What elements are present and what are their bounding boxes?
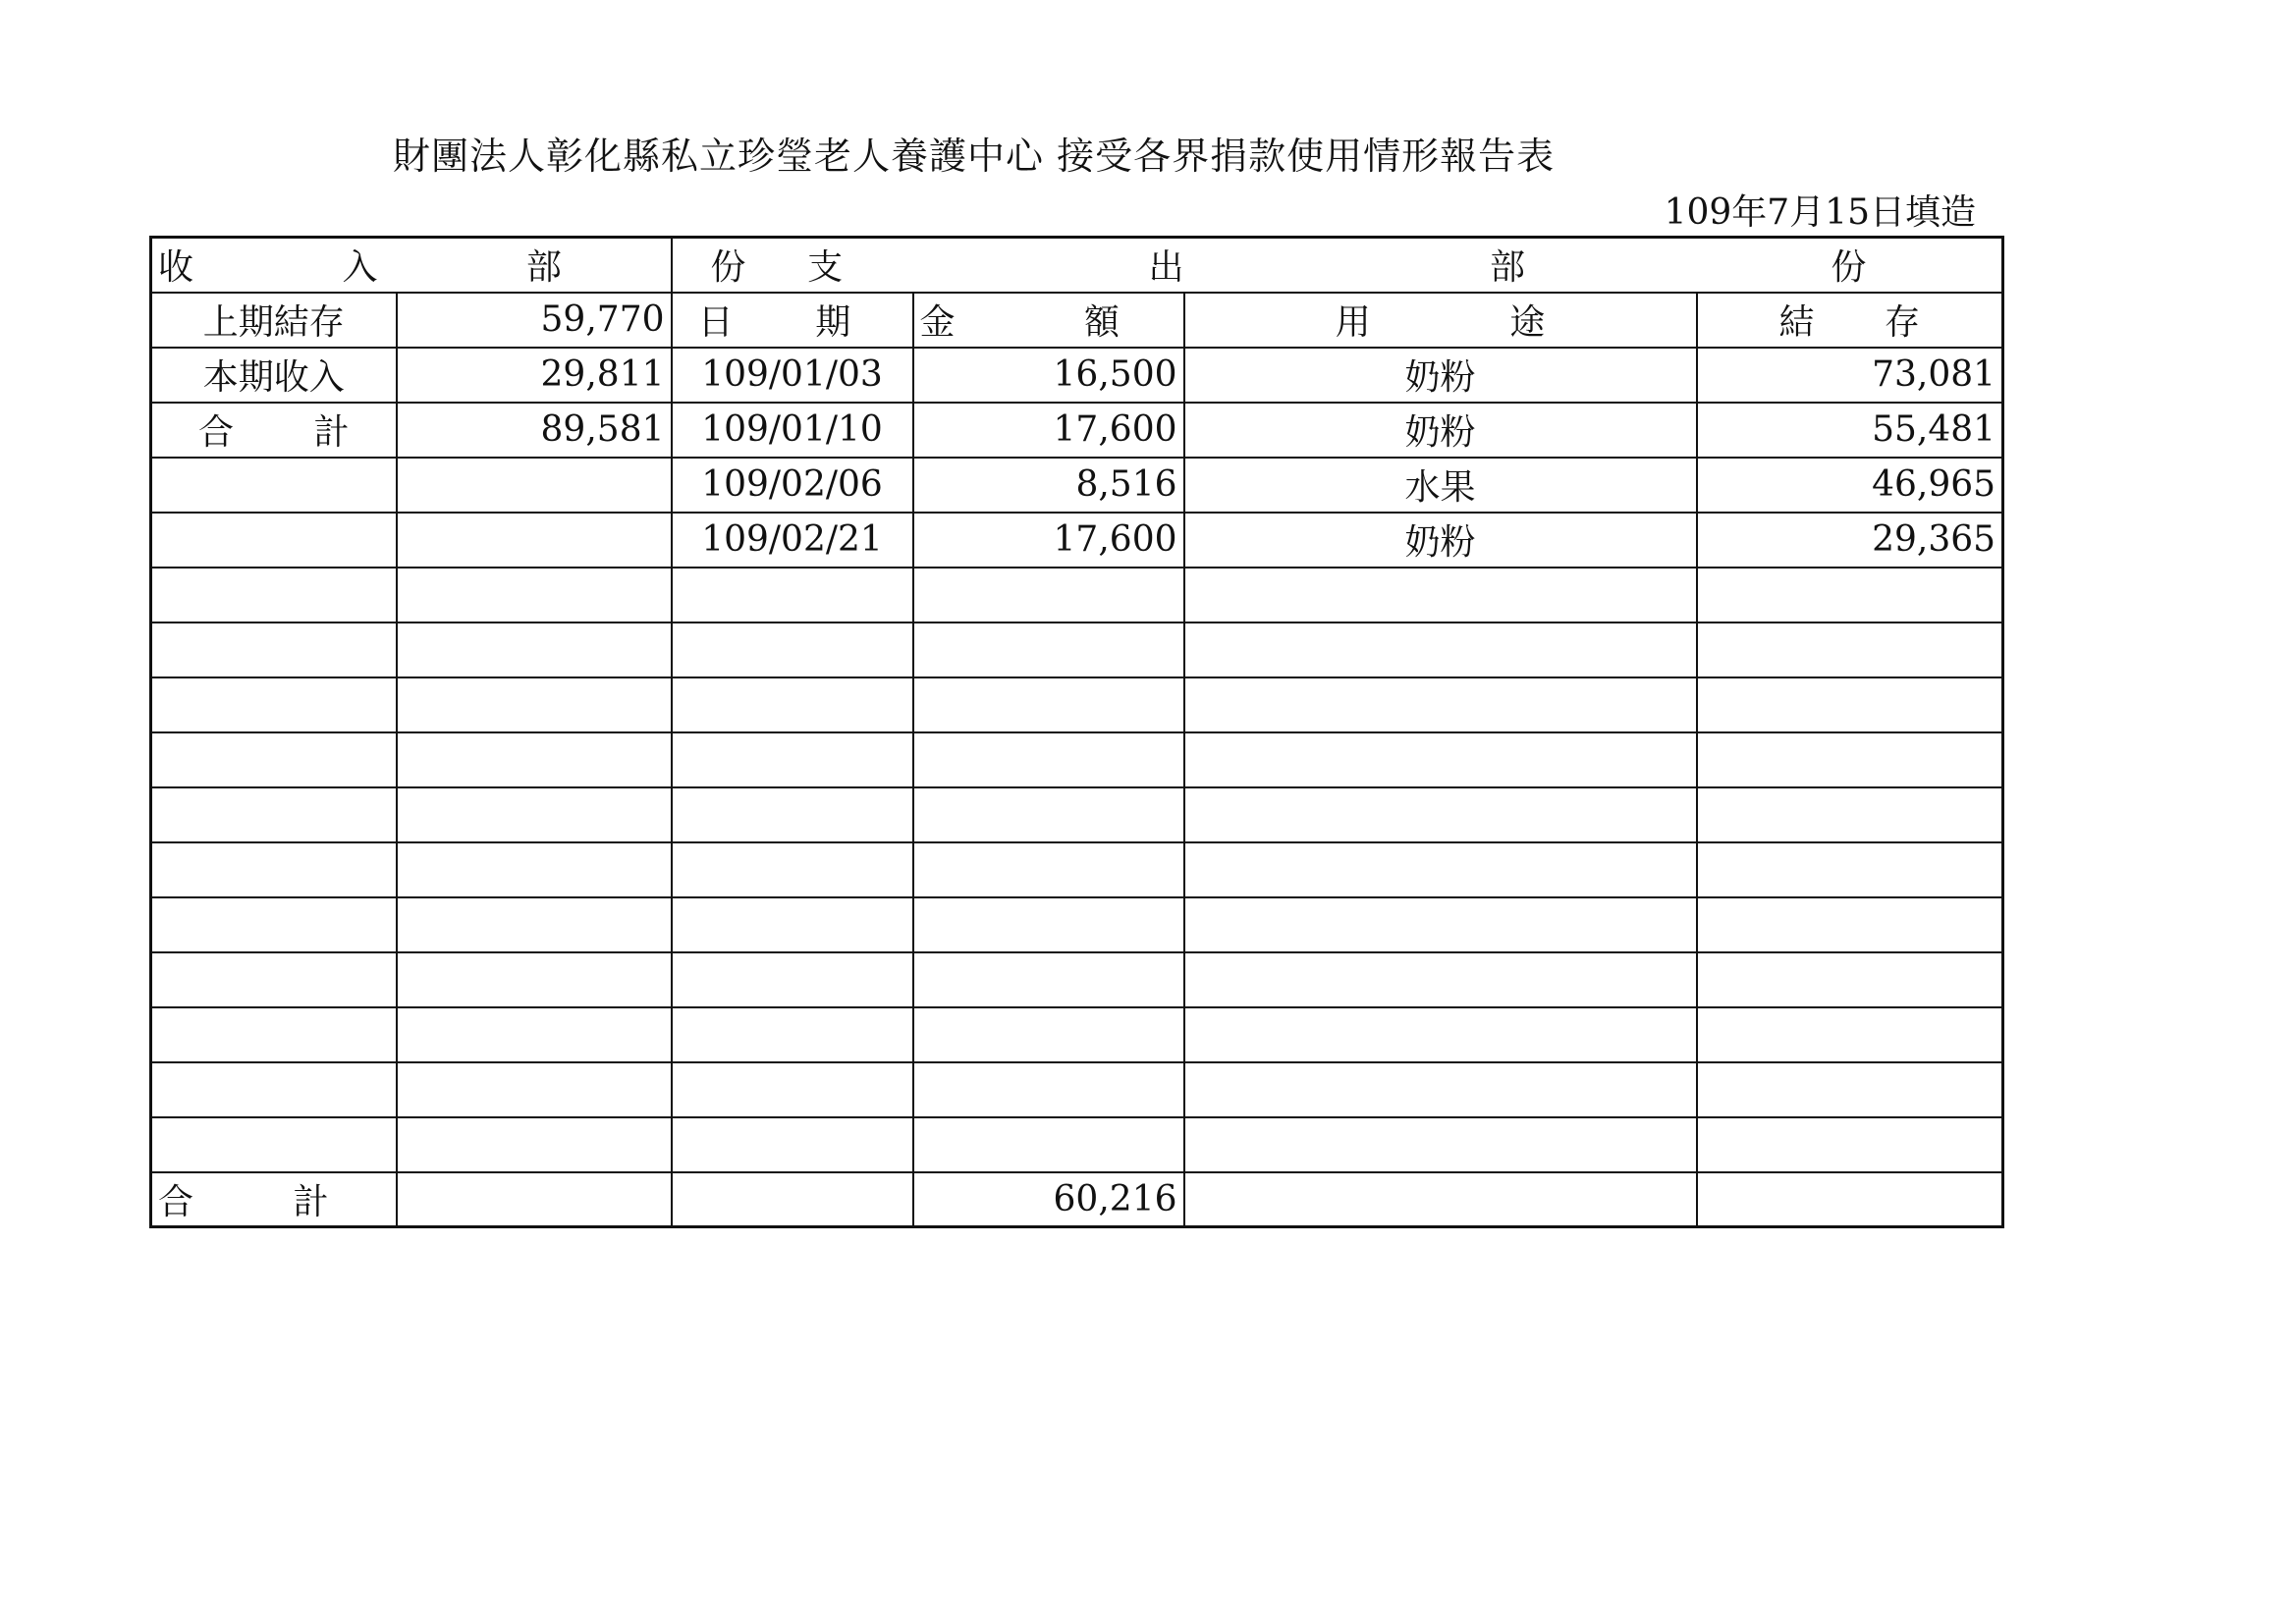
expense-section-header: 支 出 部 份 (672, 238, 2003, 293)
empty-cell (1697, 1007, 2003, 1062)
empty-cell (397, 787, 672, 842)
column-header-purpose: 用 途 (1184, 293, 1697, 348)
expense-date: 109/01/10 (672, 403, 913, 458)
income-section-header: 收 入 部 份 (151, 238, 672, 293)
expense-date: 109/02/06 (672, 458, 913, 513)
fill-date: 109年7月15日填造 (1664, 192, 1976, 233)
empty-cell (672, 677, 913, 732)
empty-cell (672, 568, 913, 623)
empty-cell (397, 513, 672, 568)
empty-cell (397, 732, 672, 787)
empty-cell (672, 1007, 913, 1062)
empty-row (151, 623, 2003, 677)
empty-row (151, 787, 2003, 842)
expense-balance: 73,081 (1697, 348, 2003, 403)
empty-cell (397, 897, 672, 952)
expense-amount: 17,600 (913, 403, 1184, 458)
empty-cell (397, 623, 672, 677)
column-header-balance: 結 存 (1697, 293, 2003, 348)
empty-cell (1184, 732, 1697, 787)
empty-cell (1184, 1117, 1697, 1172)
expense-total-label: 合 計 (151, 1172, 397, 1227)
empty-cell (672, 787, 913, 842)
empty-cell (1184, 677, 1697, 732)
empty-cell (1184, 897, 1697, 952)
expense-amount: 17,600 (913, 513, 1184, 568)
empty-cell (1697, 897, 2003, 952)
empty-cell (151, 623, 397, 677)
expense-amount: 8,516 (913, 458, 1184, 513)
expense-date: 109/02/21 (672, 513, 913, 568)
empty-cell (151, 897, 397, 952)
empty-cell (672, 897, 913, 952)
expense-purpose: 奶粉 (1184, 403, 1697, 458)
empty-row (151, 677, 2003, 732)
empty-cell (397, 1117, 672, 1172)
empty-cell (151, 952, 397, 1007)
empty-row (151, 732, 2003, 787)
column-header-amount: 金 額 (913, 293, 1184, 348)
empty-cell (397, 1062, 672, 1117)
income-total-amount: 89,581 (397, 403, 672, 458)
empty-cell (1184, 1172, 1697, 1227)
empty-cell (1184, 1007, 1697, 1062)
empty-row (151, 1117, 2003, 1172)
empty-cell (1697, 787, 2003, 842)
empty-cell (1697, 1172, 2003, 1227)
empty-cell (1697, 732, 2003, 787)
empty-cell (672, 732, 913, 787)
empty-cell (913, 568, 1184, 623)
expense-purpose: 奶粉 (1184, 348, 1697, 403)
expense-balance: 29,365 (1697, 513, 2003, 568)
table-row (151, 458, 2003, 513)
empty-cell (913, 897, 1184, 952)
table-row (151, 293, 2003, 348)
empty-cell (1184, 1062, 1697, 1117)
empty-row (151, 1007, 2003, 1062)
section-header-row (151, 238, 2003, 293)
empty-cell (151, 568, 397, 623)
empty-cell (151, 677, 397, 732)
empty-cell (151, 458, 397, 513)
expense-amount: 16,500 (913, 348, 1184, 403)
empty-cell (672, 952, 913, 1007)
empty-cell (672, 1172, 913, 1227)
empty-cell (151, 842, 397, 897)
empty-cell (672, 623, 913, 677)
empty-cell (1697, 677, 2003, 732)
table-row (151, 403, 2003, 458)
empty-cell (1184, 842, 1697, 897)
empty-cell (913, 1007, 1184, 1062)
table-row (151, 513, 2003, 568)
expense-purpose: 水果 (1184, 458, 1697, 513)
empty-cell (151, 1117, 397, 1172)
empty-cell (1697, 623, 2003, 677)
donation-report-table (149, 236, 2004, 1228)
empty-cell (397, 1172, 672, 1227)
empty-cell (397, 1007, 672, 1062)
empty-row (151, 1062, 2003, 1117)
income-amount: 29,811 (397, 348, 672, 403)
empty-cell (913, 952, 1184, 1007)
income-label: 上期結存 (151, 293, 397, 348)
empty-cell (913, 1062, 1184, 1117)
expense-total-amount: 60,216 (913, 1172, 1184, 1227)
empty-cell (1184, 952, 1697, 1007)
empty-cell (672, 842, 913, 897)
income-amount: 59,770 (397, 293, 672, 348)
empty-cell (1184, 787, 1697, 842)
column-header-date: 日 期 (672, 293, 913, 348)
empty-cell (1697, 952, 2003, 1007)
empty-cell (913, 677, 1184, 732)
report-title: 財團法人彰化縣私立珍瑩老人養護中心 接受各界捐款使用情形報告表 (393, 135, 1556, 178)
empty-cell (151, 732, 397, 787)
empty-cell (1697, 568, 2003, 623)
table-row (151, 348, 2003, 403)
empty-cell (1697, 1062, 2003, 1117)
empty-cell (151, 1062, 397, 1117)
income-total-label: 合 計 (151, 403, 397, 458)
empty-row (151, 952, 2003, 1007)
empty-cell (397, 677, 672, 732)
empty-cell (397, 568, 672, 623)
empty-cell (672, 1062, 913, 1117)
empty-cell (1184, 623, 1697, 677)
empty-row (151, 568, 2003, 623)
empty-cell (672, 1117, 913, 1172)
empty-cell (913, 787, 1184, 842)
empty-cell (1697, 1117, 2003, 1172)
empty-cell (397, 458, 672, 513)
empty-cell (913, 732, 1184, 787)
empty-cell (151, 513, 397, 568)
empty-cell (151, 1007, 397, 1062)
expense-purpose: 奶粉 (1184, 513, 1697, 568)
empty-cell (913, 623, 1184, 677)
empty-cell (913, 842, 1184, 897)
empty-cell (151, 787, 397, 842)
empty-row (151, 842, 2003, 897)
empty-row (151, 897, 2003, 952)
empty-cell (397, 952, 672, 1007)
income-label: 本期收入 (151, 348, 397, 403)
expense-balance: 55,481 (1697, 403, 2003, 458)
expense-date: 109/01/03 (672, 348, 913, 403)
empty-cell (1697, 842, 2003, 897)
expense-balance: 46,965 (1697, 458, 2003, 513)
empty-cell (1184, 568, 1697, 623)
empty-cell (913, 1117, 1184, 1172)
empty-cell (397, 842, 672, 897)
total-row (151, 1172, 2003, 1227)
